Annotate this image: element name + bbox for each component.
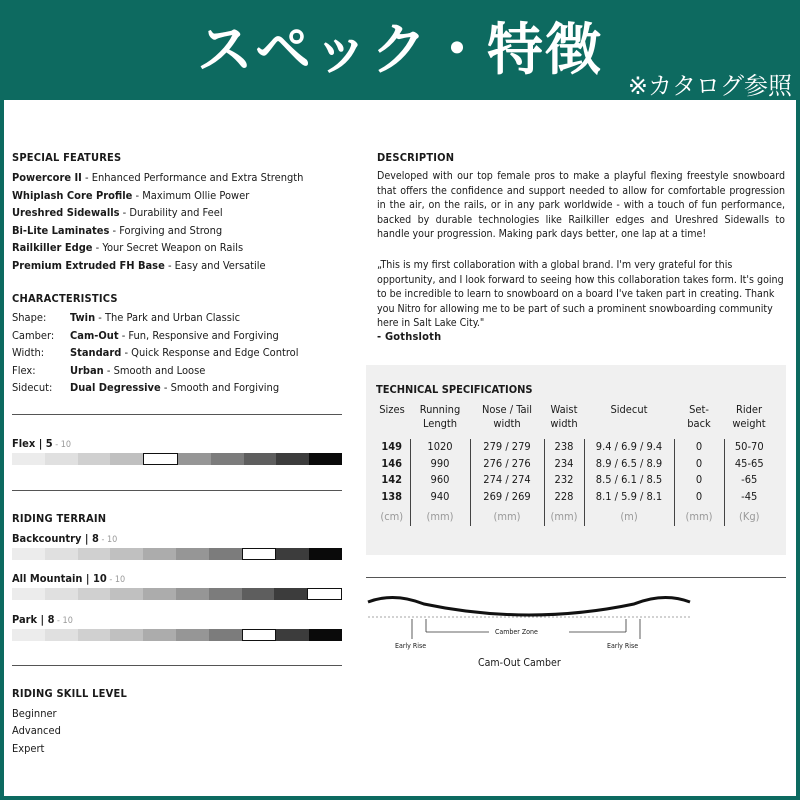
scale-segment: [45, 629, 78, 641]
quote-author: - Gothsloth: [377, 330, 442, 343]
spec-unit: (mm): [470, 505, 544, 526]
feature-item: Premium Extruded FH Base - Easy and Versatile: [12, 259, 266, 272]
scale-segment: [78, 588, 111, 600]
scale-segment: [309, 629, 342, 641]
scale-segment: [12, 629, 45, 641]
scale-segment: [12, 588, 45, 600]
scale-segment: [45, 453, 78, 465]
scale-segment: [276, 629, 309, 641]
scale-segment: [276, 548, 309, 560]
special-features-heading: SPECIAL FEATURES: [12, 151, 122, 164]
skill-heading: RIDING SKILL LEVEL: [12, 687, 127, 700]
quote-text: „This is my first collaboration with a global brand. I'm very grateful for this opportunity, and I look forward to seeing how this collaboration takes form. It's going to be incredible to learn to snowboard on a board I've taken part in creating. Thank you Nitro for allowing me to be part of such a prominent snowboarding community here in Salt Lake City.": [377, 259, 784, 330]
spec-row: [374, 456, 774, 473]
spec-cell: 274 / 274: [470, 472, 544, 489]
scale-segment: [110, 548, 143, 560]
scale-segment: [209, 588, 242, 600]
scale-segment: [309, 453, 342, 465]
tech-specs-panel: [366, 365, 786, 555]
early-rise-right-label: Early Rise: [607, 642, 639, 650]
scale-segment: [12, 453, 45, 465]
spec-header: Rider weight: [732, 403, 766, 430]
feature-item: Ureshred Sidewalls - Durability and Feel: [12, 206, 223, 220]
spec-cell: 269 / 269: [470, 489, 544, 506]
scale-segment: [143, 588, 176, 600]
banner-title: スペック・特徴: [197, 18, 603, 83]
spec-row: [374, 439, 774, 456]
scale-segment: [110, 588, 143, 600]
scale-segment: [274, 588, 307, 600]
spec-cell: 50-70: [724, 439, 774, 456]
park-scale-bar: [12, 629, 342, 641]
spec-cell: 940: [410, 489, 470, 506]
scale-segment: [242, 629, 277, 641]
spec-cell: 138: [381, 489, 403, 503]
scale-segment: [12, 548, 45, 560]
feature-item: Powercore II - Enhanced Performance and Extra Strength: [12, 171, 304, 184]
backcountry-scale-bar: [12, 548, 342, 560]
flex-scale-bar: [12, 453, 342, 465]
skill-advanced: Advanced: [12, 724, 61, 737]
spec-unit: (Kg): [724, 505, 774, 526]
spec-cell: 0: [674, 439, 724, 456]
spec-cell: 8.5 / 6.1 / 8.5: [584, 472, 674, 489]
divider: [12, 414, 342, 415]
spec-header: Waist width: [550, 403, 578, 430]
banner: [0, 0, 800, 100]
divider: [366, 577, 786, 578]
park-label: Park | 8 - 10: [12, 613, 73, 626]
spec-cell: 276 / 276: [470, 456, 544, 473]
scale-segment: [178, 453, 211, 465]
scale-segment: [244, 453, 277, 465]
spec-cell: 960: [410, 472, 470, 489]
skill-expert: Expert: [12, 742, 45, 755]
scale-segment: [110, 453, 143, 465]
spec-cell: 9.4 / 6.9 / 9.4: [584, 439, 674, 456]
feature-item: Bi-Lite Laminates - Forgiving and Strong: [12, 223, 223, 237]
scale-segment: [176, 629, 209, 641]
scale-segment: [45, 548, 78, 560]
tech-specs-heading: TECHNICAL SPECIFICATIONS: [376, 383, 533, 396]
spec-header: Set- back: [687, 403, 711, 430]
scale-segment: [307, 588, 342, 600]
characteristic-item: Camber: Cam-Out - Fun, Responsive and Forgiving: [12, 328, 279, 342]
scale-segment: [78, 548, 111, 560]
spec-cell: 8.1 / 5.9 / 8.1: [584, 489, 674, 506]
description-heading: DESCRIPTION: [377, 151, 455, 164]
spec-cell: 228: [544, 489, 584, 506]
divider: [12, 490, 342, 491]
characteristic-item: Sidecut: Dual Degressive - Smooth and Forgiving: [12, 381, 280, 395]
spec-cell: 8.9 / 6.5 / 8.9: [584, 456, 674, 473]
scale-segment: [176, 548, 209, 560]
riding-terrain-heading: RIDING TERRAIN: [12, 512, 107, 525]
characteristic-item: Shape: Twin - The Park and Urban Classic: [12, 311, 241, 324]
scale-segment: [78, 453, 111, 465]
spec-cell: 1020: [410, 439, 470, 456]
spec-cell: 45-65: [724, 456, 774, 473]
feature-item: Railkiller Edge - Your Secret Weapon on Rails: [12, 241, 244, 255]
early-rise-left-label: Early Rise: [395, 642, 427, 650]
characteristic-item: Flex: Urban - Smooth and Loose: [12, 363, 206, 377]
spec-cell: 238: [544, 439, 584, 456]
camber-caption: Cam-Out Camber: [478, 657, 561, 669]
scale-segment: [209, 548, 242, 560]
spec-cell: -65: [724, 472, 774, 489]
scale-segment: [242, 588, 275, 600]
spec-header: Sizes: [379, 403, 405, 416]
spec-cell: 142: [381, 473, 403, 486]
scale-segment: [143, 453, 178, 465]
scale-segment: [309, 548, 342, 560]
spec-unit: (mm): [410, 505, 470, 526]
scale-segment: [211, 453, 244, 465]
spec-cell: 0: [674, 472, 724, 489]
spec-sheet: [4, 100, 796, 796]
characteristic-item: Width: Standard - Quick Response and Edge Control: [12, 346, 299, 360]
backcountry-label: Backcountry | 8 - 10: [12, 532, 118, 545]
spec-units-row: [374, 505, 774, 526]
spec-cell: 232: [544, 472, 584, 489]
scale-segment: [209, 629, 242, 641]
skill-beginner: Beginner: [12, 707, 57, 720]
scale-segment: [45, 588, 78, 600]
spec-cell: 0: [674, 456, 724, 473]
tech-specs-table: [374, 403, 774, 526]
feature-item: Whiplash Core Profile - Maximum Ollie Power: [12, 188, 250, 202]
spec-unit: (cm): [380, 510, 404, 523]
spec-header: Sidecut: [610, 403, 648, 416]
spec-cell: 234: [544, 456, 584, 473]
spec-header: Running Length: [419, 403, 461, 430]
description-text: Developed with our top female pros to make a playful flexing freestyle snowboard that offers the confidence and support needed to allow for comfortable progression in the air, on the rails, or in any park worldwide - with a touch of fun performance, backed by durable technologies like Railkiller edges and Ureshred Sidewalls to handle your progression. Making park days better, one lap at a time!: [377, 170, 785, 241]
all-mountain-scale-bar: [12, 588, 342, 600]
spec-cell: -45: [724, 489, 774, 506]
spec-cell: 0: [674, 489, 724, 506]
spec-unit: (mm): [544, 505, 584, 526]
spec-cell: 149: [381, 440, 403, 453]
spec-cell: 990: [410, 456, 470, 473]
scale-segment: [78, 629, 111, 641]
divider: [12, 665, 342, 666]
all-mountain-label: All Mountain | 10 - 10: [12, 572, 126, 585]
scale-segment: [276, 453, 309, 465]
spec-row: [374, 489, 774, 506]
spec-unit: (m): [584, 505, 674, 526]
scale-segment: [242, 548, 277, 560]
spec-cell: 146: [381, 456, 403, 470]
banner-subtitle: ※カタログ参照: [627, 72, 792, 100]
spec-cell: 279 / 279: [470, 439, 544, 456]
scale-segment: [110, 629, 143, 641]
scale-segment: [143, 629, 176, 641]
camber-zone-label: Camber Zone: [495, 628, 538, 636]
characteristics-heading: CHARACTERISTICS: [12, 292, 118, 305]
spec-unit: (mm): [674, 505, 724, 526]
spec-row: [374, 472, 774, 489]
scale-segment: [143, 548, 176, 560]
spec-header: Nose / Tail width: [481, 403, 533, 430]
flex-label: Flex | 5 - 10: [12, 437, 72, 450]
scale-segment: [176, 588, 209, 600]
